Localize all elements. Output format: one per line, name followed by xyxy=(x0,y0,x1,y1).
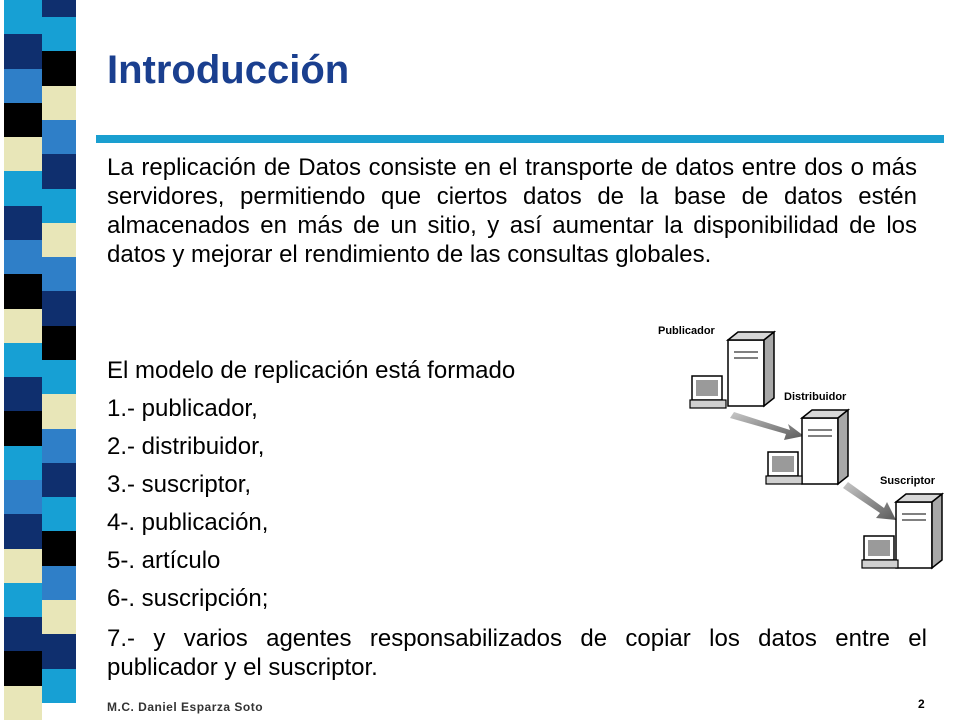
stripe-block xyxy=(42,17,76,51)
stripe-block xyxy=(42,291,76,325)
distributor-server-icon xyxy=(766,410,848,484)
stripe-block xyxy=(42,326,76,360)
stripe-block xyxy=(4,583,42,617)
stripe-block xyxy=(4,69,42,103)
stripe-block xyxy=(42,531,76,565)
list-item: 6-. suscripción; xyxy=(107,585,269,612)
list-item: 5-. artículo xyxy=(107,547,221,574)
model-intro: El modelo de replicación está formado xyxy=(107,357,516,384)
stripe-block xyxy=(4,651,42,685)
stripe-block xyxy=(42,223,76,257)
stripe-block xyxy=(42,120,76,154)
decorative-stripe xyxy=(0,0,80,720)
intro-paragraph: La replicación de Datos consiste en el transporte de datos entre dos o más servidores, permitiendo que ciertos datos de la base de datos estén almacenados en más de un sitio, y así aumentar la disponibilidad de los datos y mejorar el rendimiento de las consultas globales. xyxy=(107,154,917,268)
list-item: 3.- suscriptor, xyxy=(107,471,252,498)
stripe-block xyxy=(42,360,76,394)
stripe-block xyxy=(42,154,76,188)
arrow-to-subscriber xyxy=(843,482,896,520)
stripe-block xyxy=(42,86,76,120)
stripe-block xyxy=(4,103,42,137)
list-item: 1.- publicador, xyxy=(107,395,258,422)
subscriber-label: Suscriptor xyxy=(880,475,936,487)
page-number: 2 xyxy=(918,697,925,711)
stripe-block xyxy=(4,480,42,514)
replication-diagram xyxy=(640,312,960,592)
publisher-server-icon xyxy=(690,332,774,408)
stripe-block xyxy=(4,343,42,377)
stripe-block xyxy=(4,514,42,548)
stripe-block xyxy=(4,411,42,445)
stripe-block xyxy=(4,34,42,68)
stripe-block xyxy=(4,446,42,480)
slide-title: Introducción xyxy=(107,48,350,92)
list-item: 4-. publicación, xyxy=(107,509,269,536)
stripe-block xyxy=(42,257,76,291)
stripe-block xyxy=(42,669,76,703)
list-item: 2.- distribuidor, xyxy=(107,433,265,460)
list-item-agents: 7.- y varios agentes responsabilizados de copiar los datos entre el publicador y el suscriptor. xyxy=(107,625,927,681)
stripe-block xyxy=(4,377,42,411)
stripe-block xyxy=(4,206,42,240)
stripe-block xyxy=(42,497,76,531)
stripe-block xyxy=(4,274,42,308)
stripe-block xyxy=(4,686,42,720)
stripe-block xyxy=(4,137,42,171)
stripe-block xyxy=(42,463,76,497)
stripe-block xyxy=(42,566,76,600)
stripe-block xyxy=(4,171,42,205)
stripe-block xyxy=(42,600,76,634)
author-footer: M.C. Daniel Esparza Soto xyxy=(107,700,264,714)
stripe-block xyxy=(42,429,76,463)
stripe-block xyxy=(42,51,76,85)
title-underline xyxy=(96,135,944,143)
stripe-block xyxy=(42,189,76,223)
stripe-block xyxy=(42,394,76,428)
stripe-block xyxy=(4,0,42,34)
stripe-block xyxy=(4,240,42,274)
stripe-block xyxy=(42,634,76,668)
arrow-to-distributor xyxy=(730,412,804,440)
stripe-block xyxy=(4,549,42,583)
publisher-label: Publicador xyxy=(658,325,715,337)
stripe-block xyxy=(4,617,42,651)
stripe-block xyxy=(4,309,42,343)
distributor-label: Distribuidor xyxy=(784,391,847,403)
stripe-block xyxy=(42,0,76,17)
